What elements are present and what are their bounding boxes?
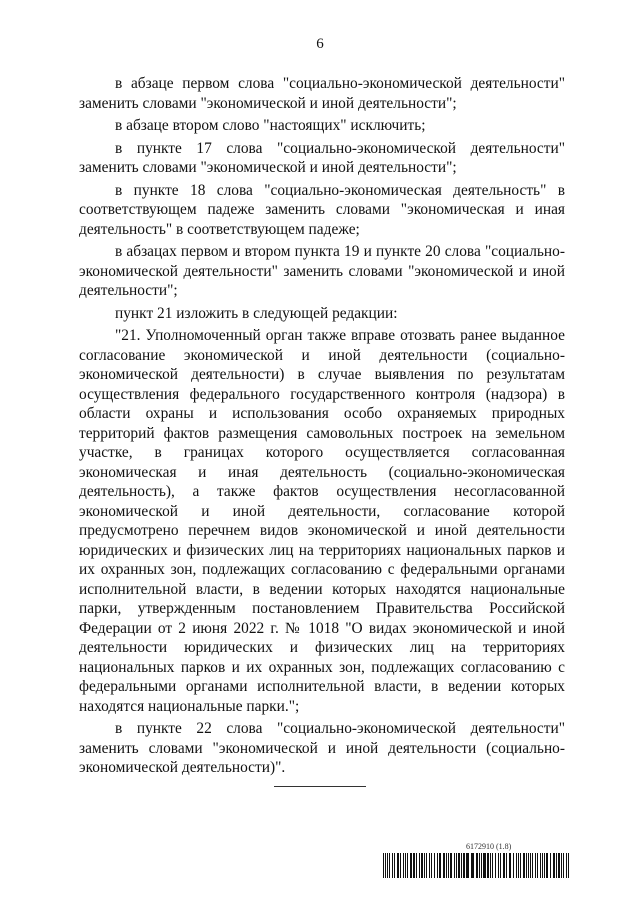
paragraph: в абзацах первом и втором пункта 19 и пункте 20 слова "социально-экономической деятельности" заменить словами "экономической и иной деятельности"; xyxy=(79,243,565,299)
quoted-paragraph: "21. Уполномоченный орган также вправе отозвать ранее выданное согласование экономической и иной деятельности (социально-экономической деятельности) в случае выявления по результатам осуществления федерального государственного контроля (надзора) в области охраны и использования особо охраняемых природных территорий фактов размещения самовольных построек на земельном участке, в границах которого осуществляется согласованная экономическая и иная деятельность (социально-экономическая деятельность), а также фактов осуществления несогласованной экономической и иной деятельности, согласование которой предусмотрено перечнем видов экономической и иной деятельности юридических и физических лиц на территориях национальных парков и их охранных зон, подлежащих согласованию с федеральными органами исполнительной власти, в ведении которых находятся национальные парки, утвержденным постановлением Правительства Российской Федерации от 2 июня 2022 г. № 1018 "О видах экономической и иной деятельности юридических и физических лиц на территориях национальных парков и их охранных зон, подлежащих согласованию с федеральными органами исполнительной власти, в ведении которых находятся национальные парки."; xyxy=(79,327,565,715)
paragraph: в пункте 17 слова "социально-экономической деятельности" заменить словами "экономической и иной деятельности"; xyxy=(79,139,565,176)
barcode-icon xyxy=(383,853,571,878)
paragraph: в абзаце первом слова "социально-экономической деятельности" заменить словами "экономической и иной деятельности"; xyxy=(79,75,565,112)
page-number: 6 xyxy=(316,36,324,52)
end-divider xyxy=(274,786,366,787)
paragraph: в пункте 18 слова "социально-экономическая деятельность" в соответствующем падеже заменить словами "экономическая и иная деятельность" в соответствующем падеже; xyxy=(79,181,565,238)
paragraph: пункт 21 изложить в следующей редакции: xyxy=(115,304,398,322)
paragraph: в пункте 22 слова "социально-экономической деятельности" заменить словами "экономической и иной деятельности (социально-экономической деятельности)". xyxy=(79,720,565,776)
document-barcode xyxy=(383,842,573,882)
paragraph: в абзаце втором слово "настоящих" исключить; xyxy=(115,117,426,134)
document-body xyxy=(79,74,565,781)
barcode-label: 6172910 (1.8) xyxy=(466,842,512,851)
